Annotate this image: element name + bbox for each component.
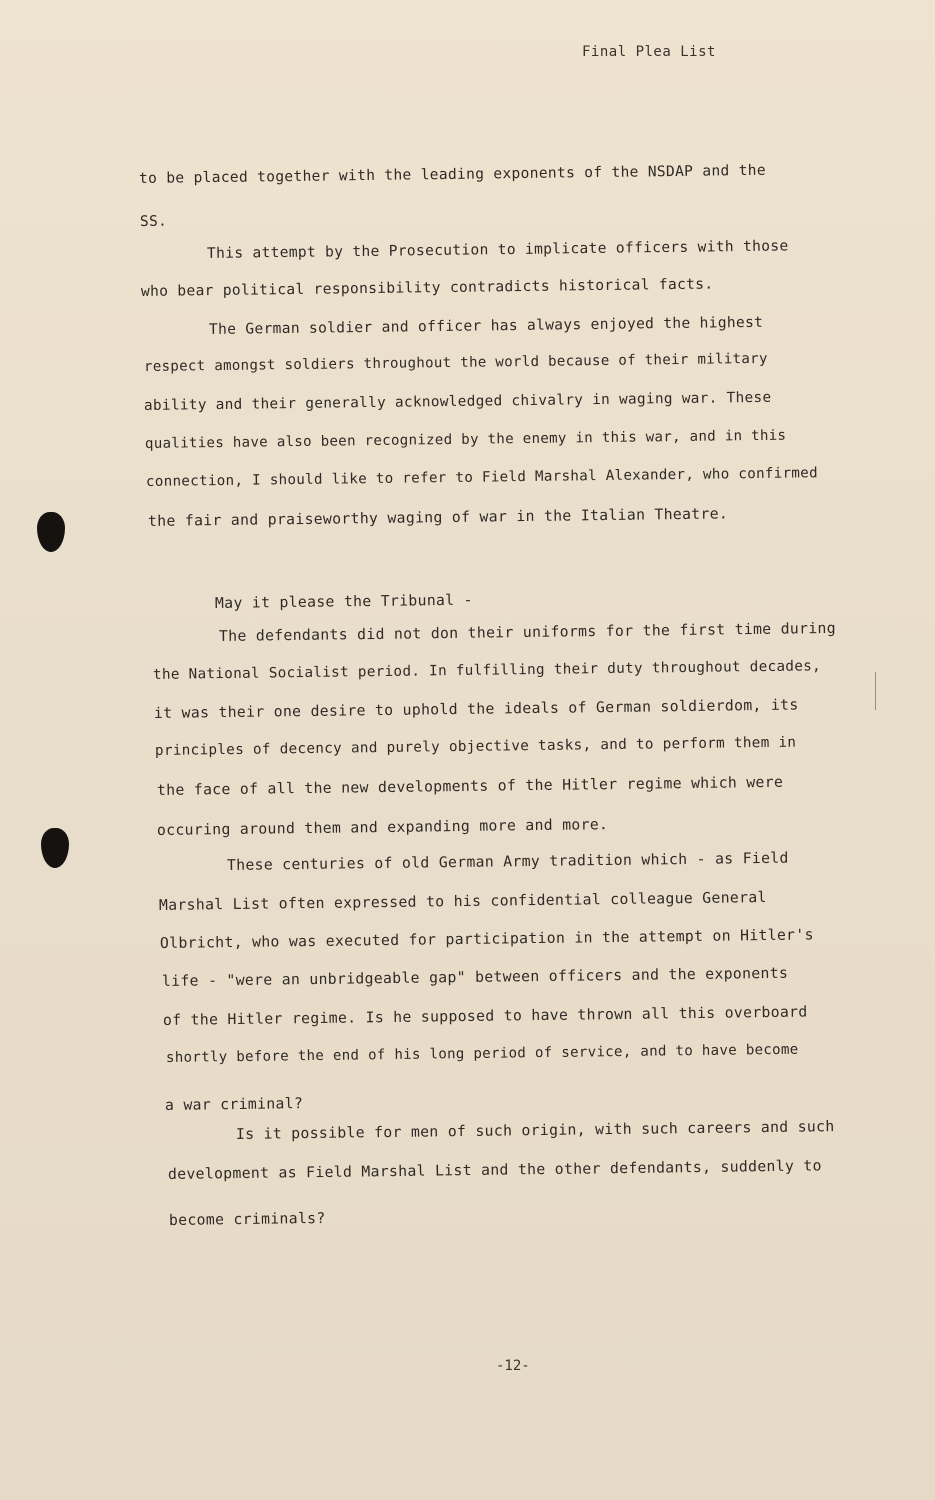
text-line: the National Socialist period. In fulfilling their duty throughout decades, (152, 658, 822, 683)
text-line: become criminals? (168, 1209, 326, 1229)
text-line: life - "were an unbridgeable gap" between officers and the exponents (161, 964, 789, 990)
punch-hole-bottom (41, 828, 69, 868)
text-line: the face of all the new developments of the Hitler regime which were (156, 773, 784, 799)
text-line: respect amongst soldiers throughout the world because of their military (143, 350, 768, 375)
text-line: Olbricht, who was executed for participation in the attempt on Hitler's (159, 926, 814, 952)
text-line: development as Field Marshal List and the other defendants, suddenly to (167, 1157, 822, 1183)
punch-hole-top (37, 512, 65, 552)
margin-mark (875, 672, 876, 710)
text-line: The defendants did not don their uniforms for the first time during (218, 619, 837, 645)
text-line: This attempt by the Prosecution to implicate officers with those (206, 237, 789, 262)
text-line: who bear political responsibility contradicts historical facts. (140, 275, 714, 300)
text-line: occuring around them and expanding more and more. (156, 816, 609, 839)
page-number: -12- (496, 1358, 530, 1374)
text-line: the fair and praiseworthy waging of war in the Italian Theatre. (147, 505, 729, 530)
text-line: shortly before the end of his long period of service, and to have become (165, 1041, 799, 1066)
text-line: These centuries of old German Army tradition which - as Field (226, 849, 789, 874)
text-line: to be placed together with the leading exponents of the NSDAP and the (138, 161, 767, 187)
text-line: of the Hitler regime. Is he supposed to have thrown all this overboard (162, 1003, 808, 1029)
text-line: a war criminal? (164, 1095, 304, 1114)
text-line: May it please the Tribunal - (214, 591, 473, 612)
text-line: it was their one desire to uphold the ideals of German soldierdom, its (153, 696, 799, 722)
text-line: Marshal List often expressed to his confidential colleague General (158, 889, 767, 914)
page-header: Final Plea List (582, 44, 716, 60)
text-line: principles of decency and purely objective tasks, and to perform them in (154, 734, 797, 759)
text-line: connection, I should like to refer to Field Marshal Alexander, who confirmed (145, 465, 819, 490)
text-line: Is it possible for men of such origin, with such careers and such (235, 1118, 835, 1143)
text-line: ability and their generally acknowledged chivalry in waging war. These (143, 389, 772, 414)
text-line: qualities have also been recognized by the enemy in this war, and in this (144, 427, 787, 452)
text-line: The German soldier and officer has always enjoyed the highest (208, 313, 764, 338)
text-line: SS. (139, 213, 168, 230)
